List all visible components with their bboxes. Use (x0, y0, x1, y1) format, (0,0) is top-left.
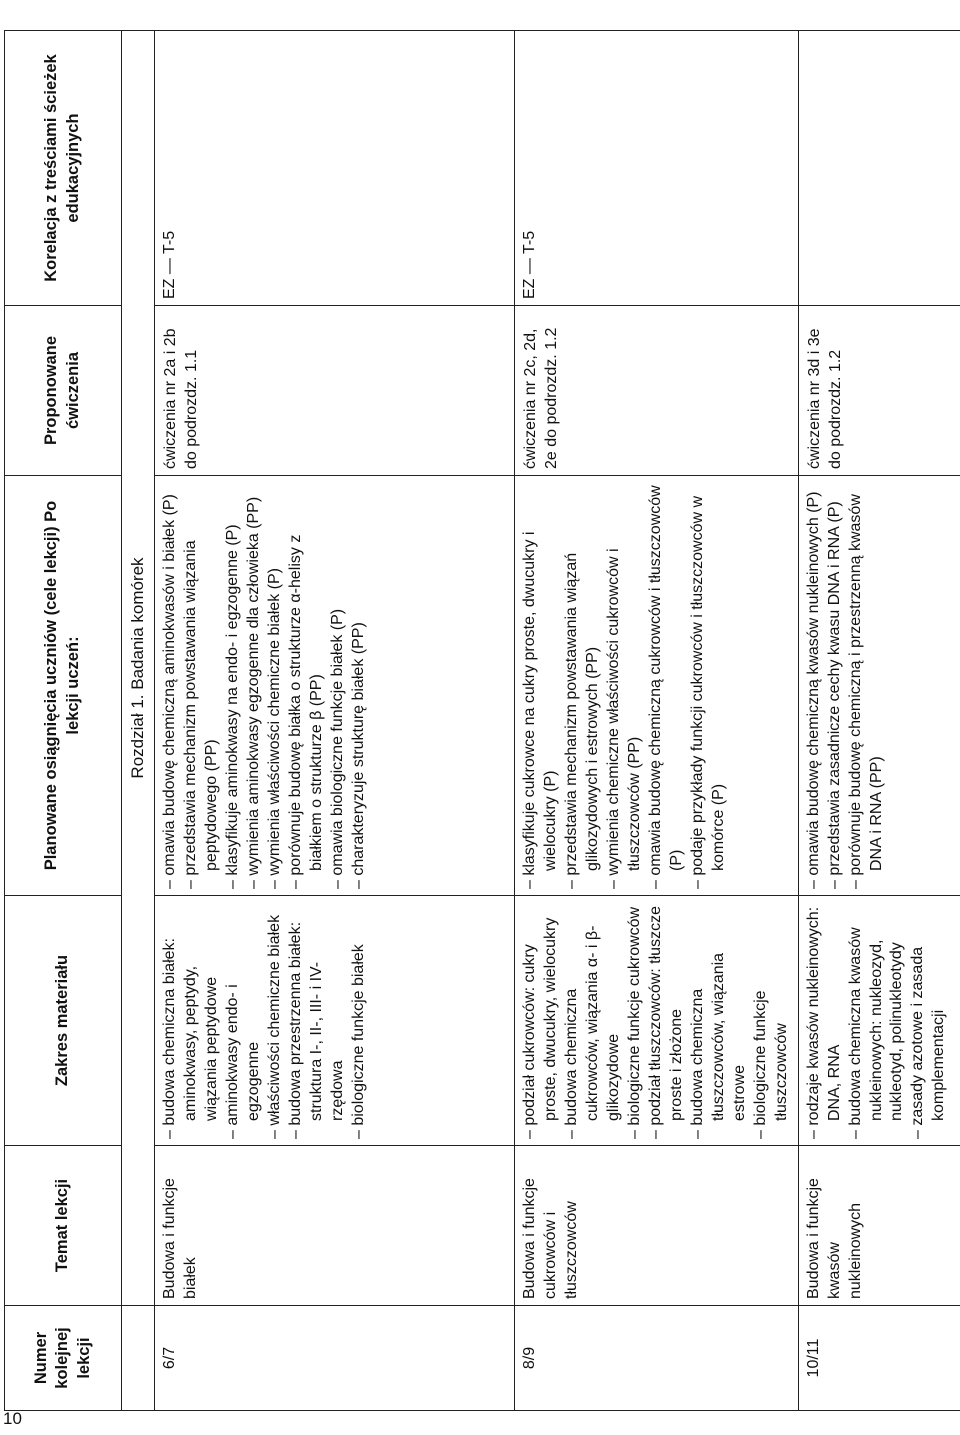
lesson-plan-table (4, 30, 960, 1411)
lesson-topic: Budowa i funkcje kwasów nukleinowych (798, 1146, 960, 1306)
scope-item: – budowa chemiczna cukrowców, wiązania α- i β-glikozydowe (562, 902, 625, 1139)
table-row (155, 31, 515, 1411)
table-row (515, 31, 798, 1411)
header-correlation: Korelacja z treściami ścieżek edukacyjnych (5, 31, 122, 306)
table-row (798, 31, 960, 1411)
lesson-scope (155, 896, 515, 1146)
page-number: 10 (3, 1409, 22, 1428)
scope-item: – budowa przestrzenna białek: struktura I-, II-, III- i IV-rzędowa (286, 902, 349, 1139)
lesson-goals (155, 476, 515, 896)
goal-item: – wymienia aminokwasy egzogenne dla człowieka (PP) (244, 482, 265, 889)
scope-item: – budowa chemiczna tłuszczowców, wiązania estrowe (688, 902, 751, 1139)
header-scope: Zakres materiału (5, 896, 122, 1146)
goal-item: – przedstawia mechanizm powstawania wiązań glikozydowych i estrowych (PP) (562, 482, 604, 889)
goal-item: – porównuje budowę białka o strukturze α-helisy z białkiem o strukturze β (PP) (286, 482, 328, 889)
scope-item: – biologiczne funkcje tłuszczowców (751, 902, 793, 1139)
header-row (5, 31, 122, 1411)
lesson-topic: Budowa i funkcje białek (155, 1146, 515, 1306)
lesson-goals (798, 476, 960, 896)
scope-item: – zasady azotowe i zasada komplementacji (908, 902, 950, 1139)
lesson-topic: Budowa i funkcje cukrowców i tłuszczowców (515, 1146, 798, 1306)
lesson-number: 10/11 (798, 1306, 960, 1411)
goal-item: – wymienia chemiczne właściwości cukrowców i tłuszczowców (PP) (604, 482, 646, 889)
scope-item: – podział cukrowców: cukry proste, dwucukry, wielocukry (520, 902, 562, 1139)
scope-item: – biologiczne funkcje białek (349, 902, 370, 1139)
scope-item: – podział tłuszczowców: tłuszcze proste i złożone (646, 902, 688, 1139)
lesson-exercises: ćwiczenia nr 2c, 2d, 2e do podrozdz. 1.2 (515, 306, 798, 476)
lesson-number: 6/7 (155, 1306, 515, 1411)
goal-item: – przedstawia mechanizm powstawania wiązania peptydowego (PP) (181, 482, 223, 889)
section-row (122, 31, 155, 1411)
lesson-scope (515, 896, 798, 1146)
lesson-goals (515, 476, 798, 896)
lesson-correlation: EZ — T-5 (515, 31, 798, 306)
lesson-exercises: ćwiczenia nr 3d i 3e do podrozdz. 1.2 (798, 306, 960, 476)
lesson-scope (798, 896, 960, 1146)
scope-item: – budowa chemiczna białek: aminokwasy, peptydy, wiązania peptydowe (160, 902, 223, 1139)
scope-item: – rodzaje kwasów nukleinowych: DNA, RNA (804, 902, 846, 1139)
scope-item: – budowa chemiczna kwasów nukleinowych: nukleozyd, nukleotyd, polinukleotydy (846, 902, 909, 1139)
goal-item: – przedstawia zasadnicze cechy kwasu DNA i RNA (P) (825, 482, 846, 889)
header-topic: Temat lekcji (5, 1146, 122, 1306)
header-goals: Planowane osiągnięcia uczniów (cele lekcji) Po lekcji uczeń: (5, 476, 122, 896)
goal-item: – omawia budowę chemiczną aminokwasów i białek (P) (160, 482, 181, 889)
lesson-correlation (798, 31, 960, 306)
goal-item: – omawia budowę chemiczną kwasów nukleinowych (P) (804, 482, 825, 889)
header-exercises: Proponowane ćwiczenia (5, 306, 122, 476)
goal-item: – klasyfikuje aminokwasy na endo- i egzogenne (P) (223, 482, 244, 889)
lesson-correlation: EZ — T-5 (155, 31, 515, 306)
scope-item: – biologiczne funkcje cukrowców (625, 902, 646, 1139)
lesson-exercises: ćwiczenia nr 2a i 2b do podrozdz. 1.1 (155, 306, 515, 476)
goal-item: – omawia budowę chemiczną cukrowców i tłuszczowców (P) (646, 482, 688, 889)
header-num: Numer kolejnej lekcji (5, 1306, 122, 1411)
goal-item: – omawia biologiczne funkcje białek (P) (328, 482, 349, 889)
goal-item: – podaje przykłady funkcji cukrowców i tłuszczowców w komórce (P) (688, 482, 730, 889)
goal-item: – charakteryzuje strukturę białek (PP) (349, 482, 370, 889)
goal-item: – porównuje budowę chemiczną i przestrzenną kwasów DNA i RNA (PP) (846, 482, 888, 889)
goal-item: – klasyfikuje cukrowce na cukry proste, dwucukry i wielocukry (P) (520, 482, 562, 889)
scope-item: – aminokwasy endo- i egzogenne (223, 902, 265, 1139)
lesson-number: 8/9 (515, 1306, 798, 1411)
scope-item: – właściwości chemiczne białek (265, 902, 286, 1139)
section-title: Rozdział 1. Badania komórek (122, 31, 155, 1306)
goal-item: – wymienia właściwości chemiczne białek (P) (265, 482, 286, 889)
